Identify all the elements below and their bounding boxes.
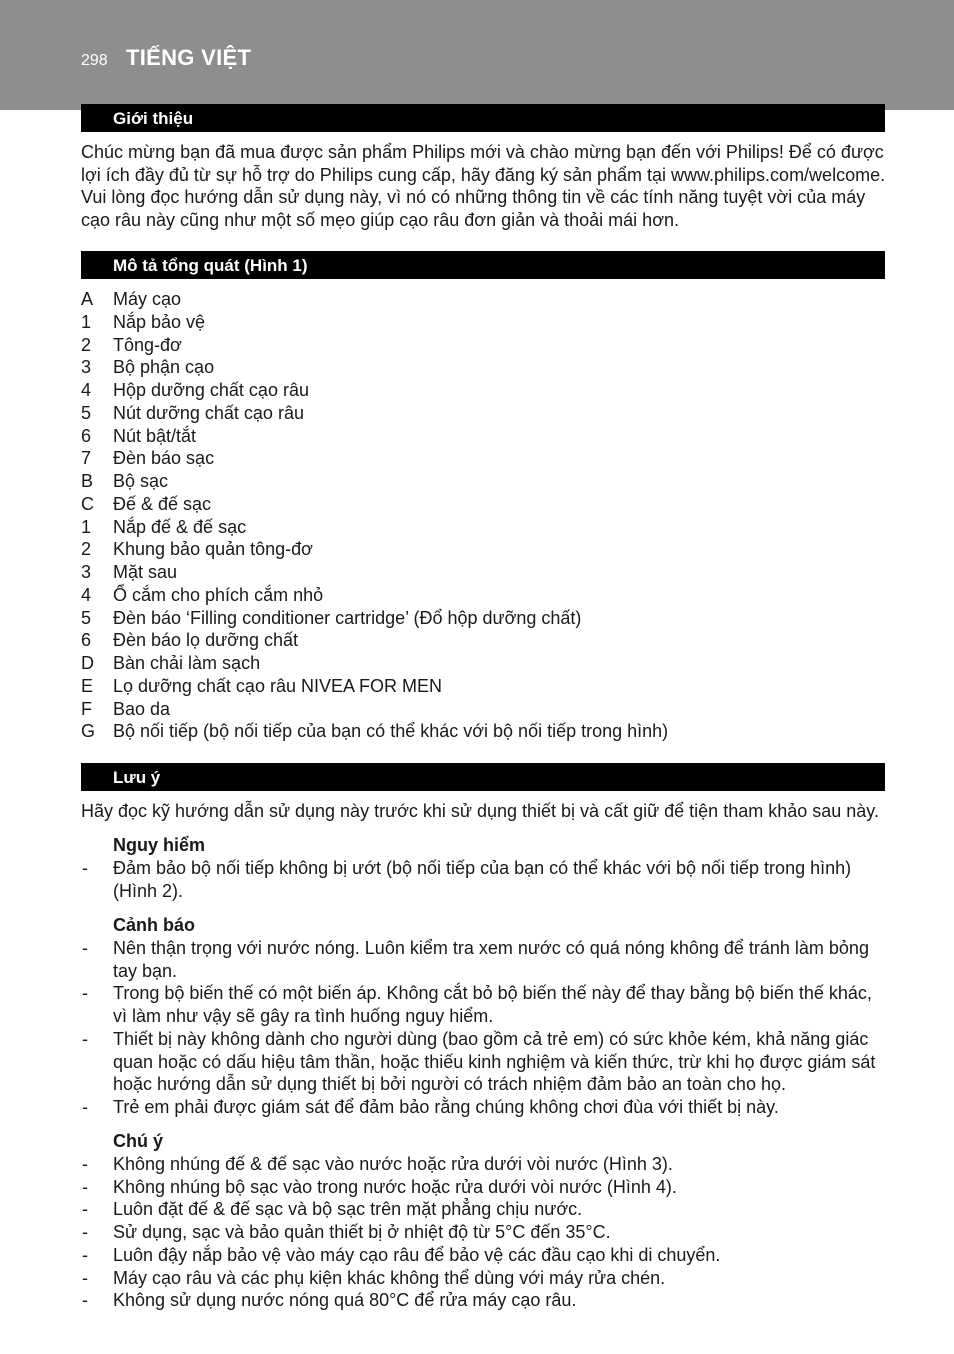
- section-intro-heading: Giới thiệu: [81, 104, 885, 132]
- list-item: E Lọ dưỡng chất cạo râu NIVEA FOR MEN: [81, 675, 442, 696]
- list-item: G Bộ nối tiếp (bộ nối tiếp của bạn có thể khác với bộ nối tiếp trong hình): [81, 721, 669, 742]
- list-item: - Trẻ em phải được giám sát để đảm bảo rằng chúng không chơi đùa với thiết bị này.: [82, 1096, 779, 1117]
- list-item: 6 Nút bật/tắt: [81, 425, 197, 446]
- list-item: - Trong bộ biến thế có một biến áp. Không cắt bỏ bộ biến thế này để thay bằng bộ biến thế khác, vì làm như vậy sẽ gây ra tình huống nguy hiểm.: [82, 983, 872, 1027]
- warning-list: [81, 937, 887, 1119]
- list-item: - Không nhúng đế & đế sạc vào nước hoặc rửa dưới vòi nước (Hình 3).: [82, 1154, 673, 1174]
- list-item: - Đảm bảo bộ nối tiếp không bị ướt (bộ nối tiếp của bạn có thể khác với bộ nối tiếp trong hình) (Hình 2).: [82, 858, 852, 901]
- list-item: A Máy cạo: [81, 289, 182, 309]
- caution-list: [81, 1153, 887, 1312]
- list-item: 4 Hộp dưỡng chất cạo râu: [81, 380, 309, 400]
- list-item: 3 Bộ phận cạo: [81, 357, 215, 378]
- overview-parts-list: [81, 288, 887, 743]
- list-item: F Bao da: [81, 698, 171, 719]
- list-item: 7 Đèn báo sạc: [81, 448, 215, 469]
- language-title: TIẾNG VIỆT: [126, 45, 252, 70]
- page-header-band: [0, 0, 954, 110]
- list-item: - Không sử dụng nước nóng quá 80°C để rửa máy cạo râu.: [82, 1290, 577, 1311]
- list-item: 2 Tông-đơ: [81, 334, 182, 355]
- list-item: - Luôn đậy nắp bảo vệ vào máy cạo râu để bảo vệ các đầu cạo khi di chuyển.: [82, 1244, 721, 1265]
- danger-heading: Nguy hiểm: [113, 835, 206, 855]
- list-item: 1 Nắp đế & đế sạc: [81, 516, 247, 537]
- list-item: B Bộ sạc: [81, 471, 169, 491]
- list-item: - Không nhúng bộ sạc vào trong nước hoặc rửa dưới vòi nước (Hình 4).: [82, 1176, 677, 1197]
- intro-paragraph: Chúc mừng bạn đã mua được sản phẩm Philips mới và chào mừng bạn đến với Philips! Để có được lợi ích đầy đủ từ sự hỗ trợ do Philips cung cấp, hãy đăng ký sản phẩm tại www.philips.com/welcome. Vui lòng đọc hướng dẫn sử dụng này, vì nó có những thông tin về các tính năng tuyệt vời của máy cạo râu này cũng như một số mẹo giúp cạo râu đơn giản và thoải mái hơn.: [81, 142, 886, 231]
- list-item: - Máy cạo râu và các phụ kiện khác không thể dùng với máy rửa chén.: [82, 1267, 666, 1288]
- list-item: 6 Đèn báo lọ dưỡng chất: [81, 630, 298, 651]
- list-item: 5 Đèn báo ‘Filling conditioner cartridge’ (Đổ hộp dưỡng chất): [81, 607, 582, 628]
- warning-heading: Cảnh báo: [113, 915, 196, 935]
- list-item: - Nên thận trọng với nước nóng. Luôn kiểm tra xem nước có quá nóng không để tránh làm bỏng tay bạn.: [82, 938, 869, 981]
- danger-list: [81, 857, 887, 902]
- list-item: 3 Mặt sau: [81, 562, 178, 582]
- page-number: 298: [81, 52, 108, 69]
- list-item: - Sử dụng, sạc và bảo quản thiết bị ở nhiệt độ từ 5°C đến 35°C.: [82, 1222, 611, 1243]
- list-item: 4 Ổ cắm cho phích cắm nhỏ: [81, 584, 324, 605]
- list-item: - Thiết bị này không dành cho người dùng (bao gồm cả trẻ em) có sức khỏe kém, khả năng giác quan hoặc có dấu hiệu tâm thần, hoặc thiếu kinh nghiệm và kiến thức, trừ khi họ được giám sát hoặc hướng dẫn sử dụng thiết bị bởi người có trách nhiệm đảm bảo an toàn cho họ.: [82, 1028, 876, 1095]
- section-overview-heading: Mô tả tổng quát (Hình 1): [81, 251, 885, 279]
- list-item: 1 Nắp bảo vệ: [81, 311, 206, 332]
- caution-heading: Chú ý: [113, 1131, 164, 1151]
- important-paragraph: Hãy đọc kỹ hướng dẫn sử dụng này trước khi sử dụng thiết bị và cất giữ để tiện tham khảo sau này.: [81, 801, 879, 821]
- list-item: 2 Khung bảo quản tông-đơ: [81, 539, 313, 560]
- list-item: 5 Nút dưỡng chất cạo râu: [81, 402, 304, 423]
- list-item: - Luôn đặt đế & đế sạc và bộ sạc trên mặt phẳng chịu nước.: [82, 1199, 583, 1220]
- list-item: D Bàn chải làm sạch: [81, 653, 261, 673]
- section-important-heading: Lưu ý: [81, 763, 885, 791]
- list-item: C Đế & đế sạc: [81, 493, 212, 514]
